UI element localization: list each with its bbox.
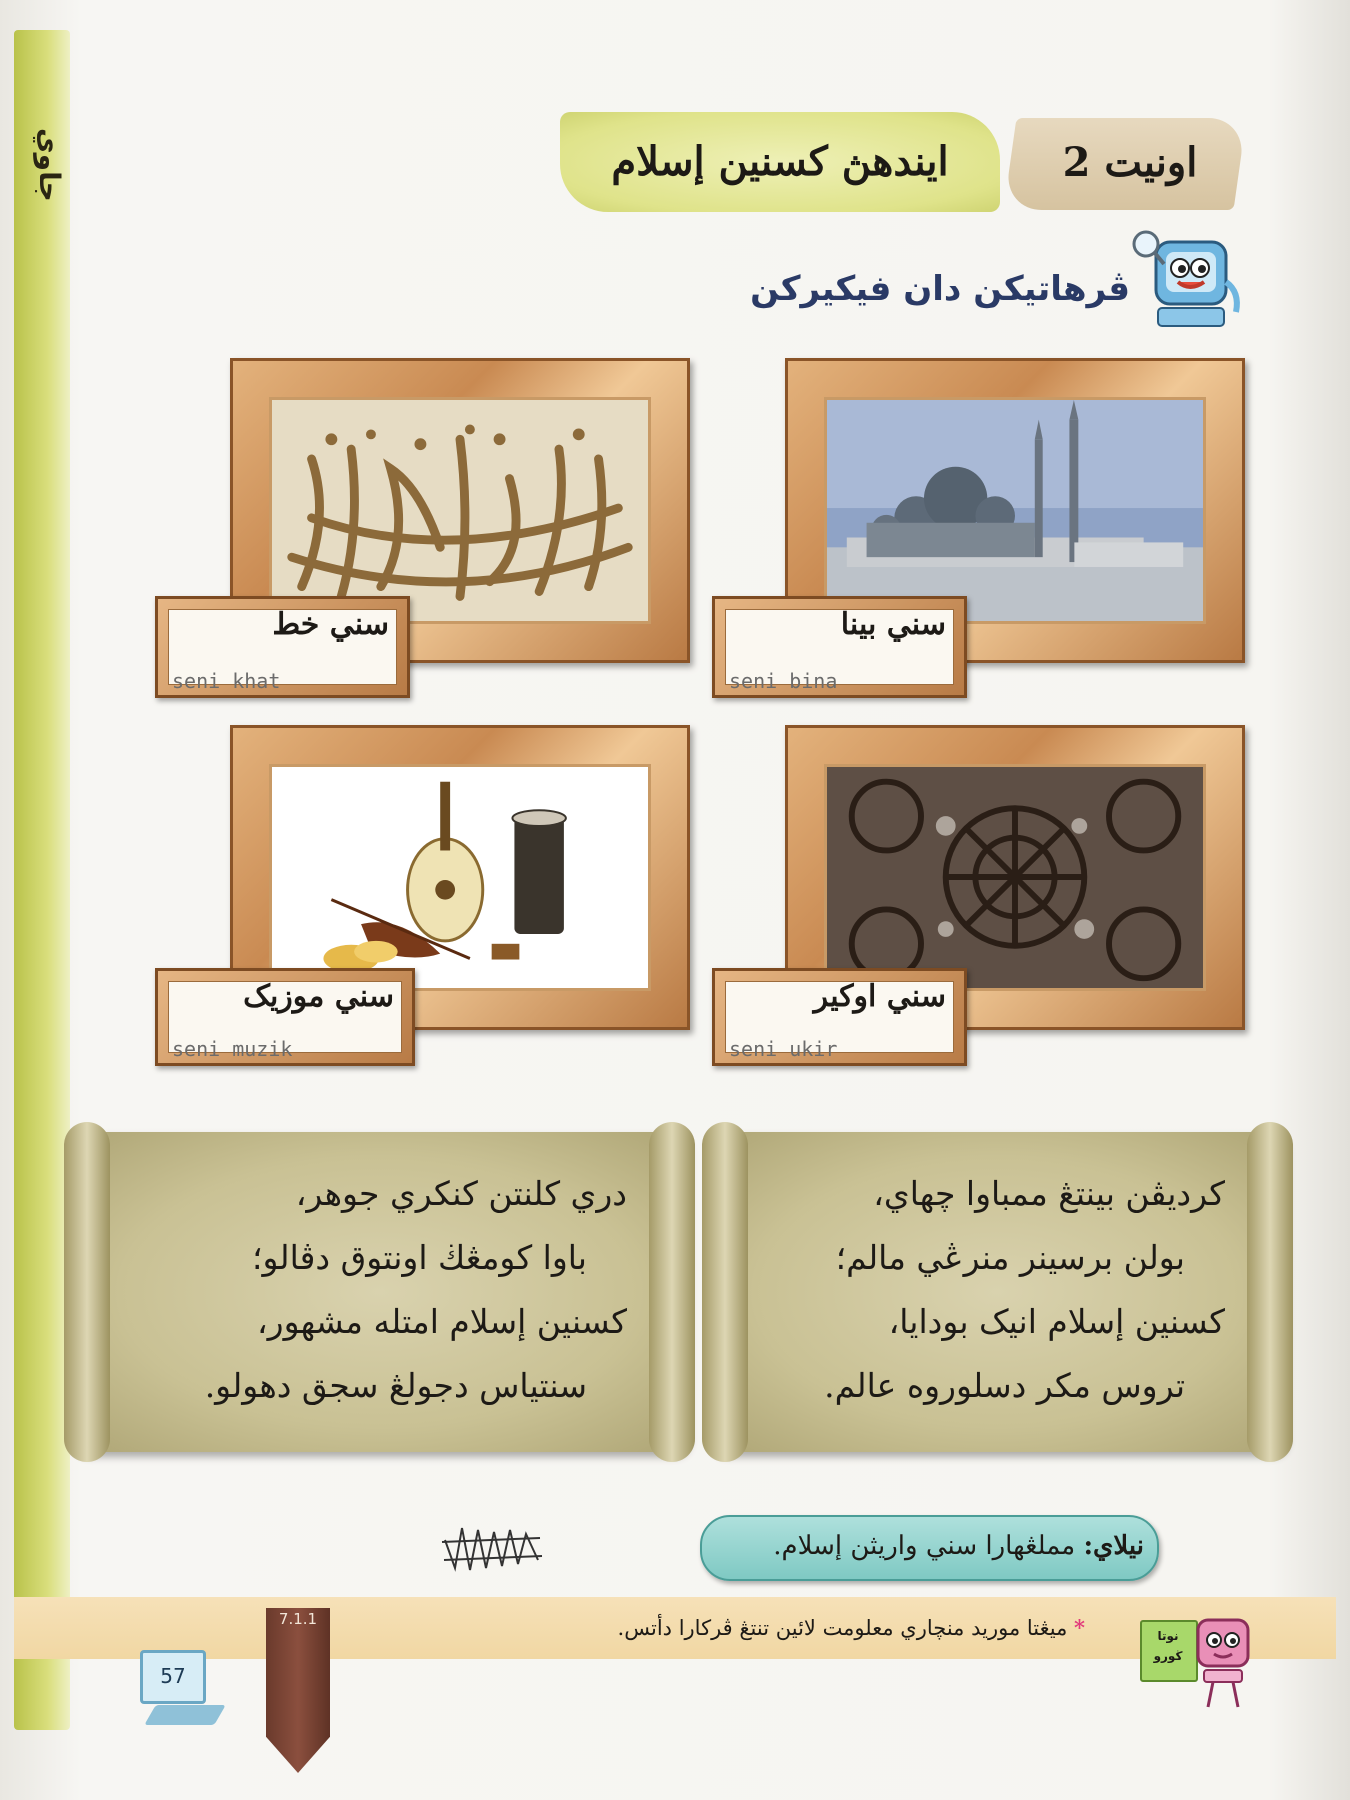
label-handwritten: seni khat [172,669,281,693]
poem-right [770,1162,1225,1418]
teacher-note-label: نوتا ڬورو [1153,1629,1183,1663]
standard-code: 7.1.1 [278,1610,318,1628]
label-handwritten: seni ukir [729,1037,838,1061]
bookmark-ribbon [266,1608,330,1773]
poem-line: كسنين إسلام انيک بودايا، [888,1302,1225,1341]
poem-scroll-right [710,1132,1285,1452]
computer-mascot-icon [1128,222,1258,342]
poem-line: سنتياس دجولڠ سجق دهولو. [204,1366,587,1405]
note-star: * [1074,1615,1085,1640]
poem-line: تروس مكر دسلوروه عالم. [824,1366,1185,1405]
keyboard-icon [144,1705,226,1725]
assessment-text [714,1515,1144,1577]
poem-left [132,1162,627,1418]
teacher-note [590,1608,1085,1648]
page-title: ايندهڽ كسنين إسلام [611,138,949,185]
poem-line: كرديڤن بينتڠ ممباوا چهاي، [873,1174,1225,1213]
label-handwritten: seni bina [729,669,838,693]
label-calligraphy [155,596,410,698]
assessment-content: مملڠهارا سني واريثن إسلام. [773,1531,1076,1561]
calligraphy-photo [269,397,651,624]
carving-photo [824,764,1206,991]
poem-line: بولن برسينر منرڠي مالم؛ [835,1238,1185,1277]
poem-scroll-left [72,1132,687,1452]
instruction-text: ڤرهاتيكن دان فيكيركن [750,269,1130,309]
label-music [155,968,415,1066]
label-jawi: سني خط [272,607,389,642]
page-number: 57 [160,1664,186,1688]
side-label: جاوي [33,128,66,202]
pink-mascot-icon [1188,1612,1258,1712]
pen-scribble-icon [440,1520,545,1576]
mosque-photo [824,397,1206,624]
poem-line: كسنين إسلام امتله مشهور، [257,1302,627,1341]
note-text: ميڠتا موريد منچاري معلومت لائين تنتڠ ڤركارا دأتس. [617,1616,1068,1640]
green-binding-strip [14,30,70,1730]
label-carving [712,968,967,1066]
label-architecture [712,596,967,698]
unit-label: اونيت 2 [1062,139,1198,186]
instruments-photo [269,764,651,991]
label-jawi: سني اوكير [813,979,946,1014]
poem-line: باوا كومڠڬ اونتوق دڤالو؛ [252,1238,587,1277]
label-handwritten: seni muzik [172,1037,293,1061]
label-jawi: سني بينا [840,607,946,642]
assessment-label: نيلاي: [1083,1531,1144,1561]
label-jawi: سني موزيک [243,979,394,1014]
poem-line: دري كلنتن كنكري جوهر، [295,1174,627,1213]
